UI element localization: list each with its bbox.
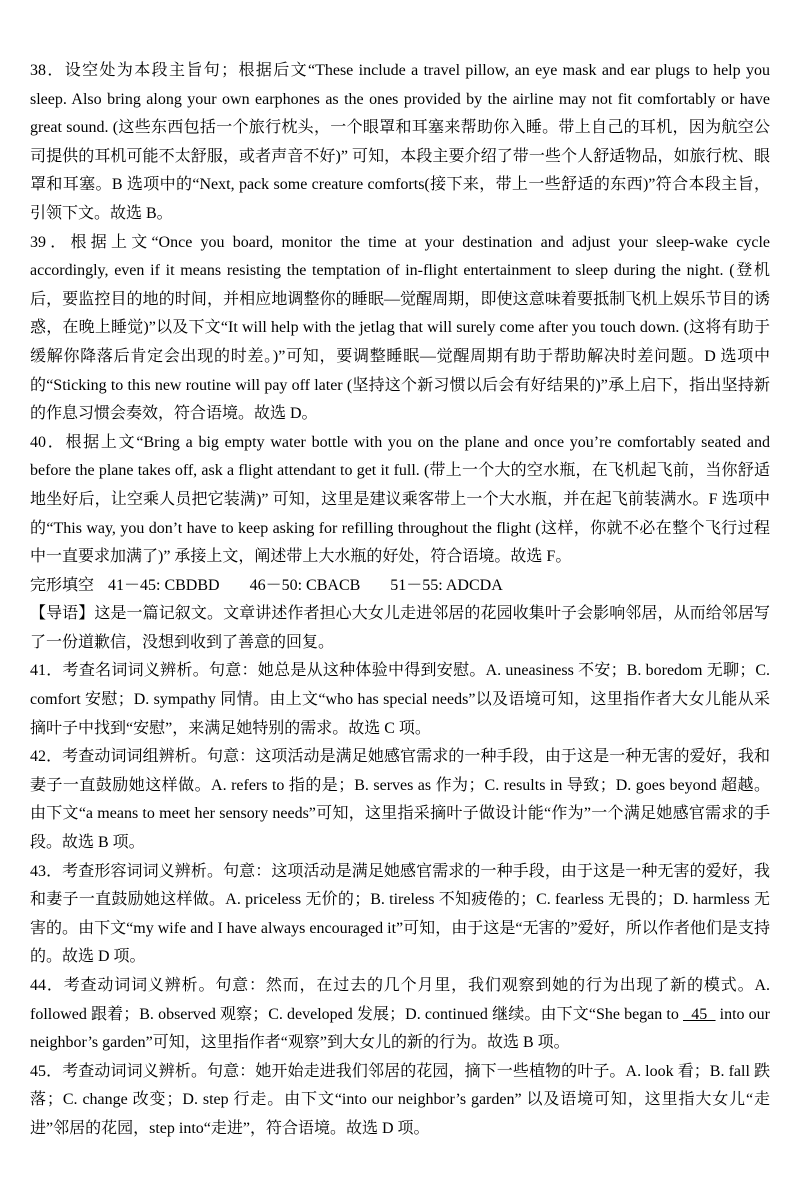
cloze-answer-key: [30, 572, 770, 601]
explanation-item-45: 45．考查动词词义辨析。句意：她开始走进我们邻居的花园，摘下一些植物的叶子。A. look 看；B. fall 跌落；C. change 改变；D. step 行走。由下文“into our neighbor’s garden” 以及语境可知，这里指大女儿“走进”邻居的花园，step into“走进”，符合语境。故选 D 项。: [30, 1062, 770, 1137]
intro-note: 【导语】这是一篇记叙文。文章讲述作者担心大女儿走进邻居的花园收集叶子会影响邻居，从而给邻居写了一份道歉信，没想到收到了善意的回复。: [30, 605, 770, 651]
explanation-item-43: 43．考查形容词词义辨析。句意：这项活动是满足她感官需求的一种手段，由于这是一种无害的爱好，我和妻子一直鼓励她这样做。A. priceless 无价的；B. tireless 不知疲倦的；C. fearless 无畏的；D. harmless 无害的。由下文“my wife and I have always encouraged it”可知，由于这是“无害的”爱好，所以作者他们是支持的。故选 D 项。: [30, 862, 770, 966]
answer-group-41-45: 41－45: CBDBD: [108, 576, 220, 594]
q44-text-after-blank: into our neighbor’s garden”可知，这里指作者“观察”到大女儿的新的行为。故选 B 项。: [30, 1005, 771, 1052]
answer-group-51-55: 51－55: ADCDA: [390, 576, 503, 594]
cloze-section-label: 完形填空: [30, 576, 95, 594]
blank-45-underline: 45: [683, 1005, 716, 1023]
explanation-item-41: 41．考查名词词义辨析。句意：她总是从这种体验中得到安慰。A. uneasiness 不安；B. boredom 无聊；C. comfort 安慰；D. sympathy 同情。由上文“who has special needs”以及语境可知，这里指作者大女儿能从采摘叶子中找到“安慰”，来满足她特别的需求。故选 C 项。: [30, 662, 770, 737]
explanation-item-44: [30, 972, 770, 1058]
explanation-item-39: 39．根据上文“Once you board, monitor the time at your destination and adjust your sleep-wake cycle accordingly, even if it means resisting the temptation of in-flight entertainment to sleep during the night. (登机后，要监控目的地的时间，并相应地调整你的睡眠—觉醒周期，即使这意味着要抵制飞机上娱乐节目的诱惑，在晚上睡觉)”以及下文“It will help with the jetlag that will surely come after you touch down. (这将有助于缓解你降落后肯定会出现的时差。)”可知，要调整睡眠—觉醒周期有助于帮助解决时差问题。D 选项中的“Sticking to this new routine will pay off later (坚持这个新习惯以后会有好结果的)”承上启下，指出坚持新的作息习惯会奏效，符合语境。故选 D。: [30, 233, 770, 423]
explanation-item-40: 40．根据上文“Bring a big empty water bottle with you on the plane and once you’re comfortably seated and before the plane takes off, ask a flight attendant to get it full. (带上一个大的空水瓶，在飞机起飞前，当你舒适地坐好后，让空乘人员把它装满)” 可知，这里是建议乘客带上一个大水瓶，并在起飞前装满水。F 选项中的“This way, you don’t have to keep asking for refilling throughout the flight (这样，你就不必在整个飞行过程中一直要求加满了)” 承接上文，阐述带上大水瓶的好处，符合语境。故选 F。: [30, 433, 770, 566]
q44-text-before-blank: 44．考查动词词义辨析。句意：然而，在过去的几个月里，我们观察到她的行为出现了新的模式。A. followed 跟着；B. observed 观察；C. developed 发展；D. continued 继续。由下文“She began to: [30, 977, 770, 1023]
answer-group-46-50: 46－50: CBACB: [249, 576, 361, 594]
explanation-item-38: 38．设空处为本段主旨句；根据后文“These include a travel pillow, an eye mask and ear plugs to help you sleep. Also bring along your own earphones as the ones provided by the airline may not fit comfortably or have great sound. (这些东西包括一个旅行枕头，一个眼罩和耳塞来帮助你入睡。带上自己的耳机，因为航空公司提供的耳机可能不太舒服，或者声音不好)” 可知，本段主要介绍了带一些个人舒适物品，如旅行枕、眼罩和耳塞。B 选项中的“Next, pack some creature comforts(接下来，带上一些舒适的东西)”符合本段主旨，引领下文。故选 B。: [30, 62, 770, 222]
explanation-item-42: 42．考查动词词组辨析。句意：这项活动是满足她感官需求的一种手段，由于这是一种无害的爱好，我和妻子一直鼓励她这样做。A. refers to 指的是；B. serves as 作为；C. results in 导致；D. goes beyond 超越。由下文“a means to meet her sensory needs”可知，这里指采摘叶子做设计能“作为”一个满足她感官需求的手段。故选 B 项。: [30, 748, 770, 852]
